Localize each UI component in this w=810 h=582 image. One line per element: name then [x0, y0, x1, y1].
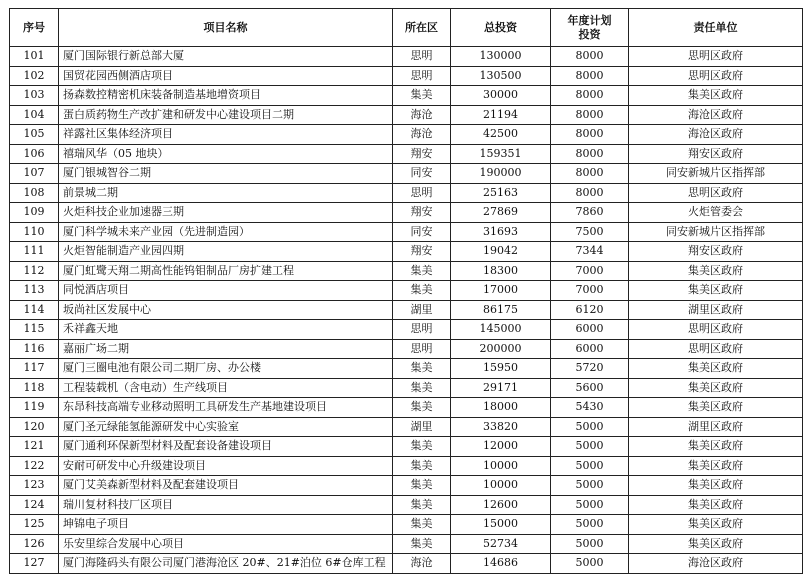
row-annual-investment: 8000: [551, 144, 629, 164]
table-row: [10, 164, 803, 184]
row-total-investment: 21194: [451, 105, 551, 125]
row-responsible-unit: 湖里区政府: [629, 300, 803, 320]
row-responsible-unit: 集美区政府: [629, 534, 803, 554]
row-total-investment: 29171: [451, 378, 551, 398]
row-project-name: 同悦酒店项目: [59, 281, 393, 301]
row-district: 集美: [393, 398, 451, 418]
table-row: [10, 515, 803, 535]
row-no: 115: [10, 320, 59, 340]
row-no: 126: [10, 534, 59, 554]
row-no: 107: [10, 164, 59, 184]
table-row: [10, 105, 803, 125]
row-total-investment: 19042: [451, 242, 551, 262]
row-project-name: 厦门虹鹭天翔二期高性能钨钼制品厂房扩建工程: [59, 261, 393, 281]
row-annual-investment: 5000: [551, 495, 629, 515]
row-total-investment: 42500: [451, 125, 551, 145]
row-total-investment: 10000: [451, 476, 551, 496]
row-project-name: 祥露社区集体经济项目: [59, 125, 393, 145]
row-responsible-unit: 海沧区政府: [629, 105, 803, 125]
row-district: 思明: [393, 66, 451, 86]
row-total-investment: 12000: [451, 437, 551, 457]
row-annual-investment: 7860: [551, 203, 629, 223]
row-district: 思明: [393, 320, 451, 340]
row-project-name: 扬森数控精密机床装备制造基地增资项目: [59, 86, 393, 106]
row-project-name: 东昂科技高端专业移动照明工具研发生产基地建设项目: [59, 398, 393, 418]
row-district: 集美: [393, 86, 451, 106]
row-district: 集美: [393, 261, 451, 281]
row-no: 105: [10, 125, 59, 145]
row-total-investment: 27869: [451, 203, 551, 223]
row-district: 集美: [393, 476, 451, 496]
row-no: 123: [10, 476, 59, 496]
row-responsible-unit: 翔安区政府: [629, 242, 803, 262]
row-annual-investment: 8000: [551, 105, 629, 125]
row-annual-investment: 5720: [551, 359, 629, 379]
row-total-investment: 30000: [451, 86, 551, 106]
row-district: 思明: [393, 47, 451, 67]
row-responsible-unit: 同安新城片区指挥部: [629, 164, 803, 184]
table-row: [10, 242, 803, 262]
row-responsible-unit: 集美区政府: [629, 378, 803, 398]
row-annual-investment: 8000: [551, 164, 629, 184]
row-annual-investment: 5430: [551, 398, 629, 418]
row-district: 翔安: [393, 242, 451, 262]
row-project-name: 厦门海隆码头有限公司厦门港海沧区 20#、21#泊位 6#仓库工程: [59, 554, 393, 574]
row-annual-investment: 5000: [551, 554, 629, 574]
row-district: 集美: [393, 437, 451, 457]
header-name: 项目名称: [59, 9, 393, 47]
row-no: 124: [10, 495, 59, 515]
row-annual-investment: 7000: [551, 261, 629, 281]
header-district: 所在区: [393, 9, 451, 47]
row-annual-investment: 5000: [551, 515, 629, 535]
row-annual-investment: 5000: [551, 437, 629, 457]
table-row: [10, 554, 803, 574]
row-responsible-unit: 思明区政府: [629, 320, 803, 340]
row-total-investment: 18000: [451, 398, 551, 418]
row-total-investment: 15000: [451, 515, 551, 535]
header-row: [10, 9, 803, 47]
row-no: 101: [10, 47, 59, 67]
row-responsible-unit: 集美区政府: [629, 495, 803, 515]
row-total-investment: 130500: [451, 66, 551, 86]
row-no: 103: [10, 86, 59, 106]
row-no: 102: [10, 66, 59, 86]
row-responsible-unit: 湖里区政府: [629, 417, 803, 437]
row-no: 117: [10, 359, 59, 379]
row-district: 集美: [393, 456, 451, 476]
row-project-name: 厦门银城智谷二期: [59, 164, 393, 184]
row-no: 104: [10, 105, 59, 125]
row-district: 湖里: [393, 300, 451, 320]
table-row: [10, 398, 803, 418]
project-table: [9, 8, 803, 574]
row-annual-investment: 5000: [551, 534, 629, 554]
row-no: 118: [10, 378, 59, 398]
row-responsible-unit: 翔安区政府: [629, 144, 803, 164]
header-annual: [551, 9, 629, 47]
row-project-name: 禧瑞风华（05 地块）: [59, 144, 393, 164]
row-total-investment: 12600: [451, 495, 551, 515]
project-table-container: [9, 8, 802, 574]
table-row: [10, 86, 803, 106]
row-responsible-unit: 集美区政府: [629, 281, 803, 301]
row-project-name: 厦门圣元绿能氢能源研发中心实验室: [59, 417, 393, 437]
table-row: [10, 476, 803, 496]
table-row: [10, 300, 803, 320]
row-annual-investment: 6120: [551, 300, 629, 320]
row-district: 思明: [393, 339, 451, 359]
row-no: 121: [10, 437, 59, 457]
row-annual-investment: 8000: [551, 47, 629, 67]
row-project-name: 坂尚社区发展中心: [59, 300, 393, 320]
row-annual-investment: 6000: [551, 320, 629, 340]
row-responsible-unit: 思明区政府: [629, 339, 803, 359]
row-responsible-unit: 集美区政府: [629, 456, 803, 476]
row-responsible-unit: 思明区政府: [629, 47, 803, 67]
row-project-name: 厦门科学城未来产业园（先进制造园）: [59, 222, 393, 242]
row-district: 集美: [393, 378, 451, 398]
row-project-name: 厦门通利环保新型材料及配套设备建设项目: [59, 437, 393, 457]
row-responsible-unit: 集美区政府: [629, 359, 803, 379]
table-row: [10, 222, 803, 242]
row-project-name: 工程装载机（含电动）生产线项目: [59, 378, 393, 398]
row-no: 125: [10, 515, 59, 535]
row-district: 集美: [393, 359, 451, 379]
row-total-investment: 130000: [451, 47, 551, 67]
table-row: [10, 417, 803, 437]
table-row: [10, 378, 803, 398]
row-total-investment: 25163: [451, 183, 551, 203]
table-row: [10, 125, 803, 145]
row-total-investment: 18300: [451, 261, 551, 281]
row-no: 127: [10, 554, 59, 574]
row-annual-investment: 5000: [551, 456, 629, 476]
row-no: 111: [10, 242, 59, 262]
row-responsible-unit: 集美区政府: [629, 515, 803, 535]
row-annual-investment: 5600: [551, 378, 629, 398]
row-no: 110: [10, 222, 59, 242]
row-total-investment: 17000: [451, 281, 551, 301]
row-total-investment: 31693: [451, 222, 551, 242]
row-project-name: 嘉丽广场二期: [59, 339, 393, 359]
header-owner: 责任单位: [629, 9, 803, 47]
row-project-name: 前景城二期: [59, 183, 393, 203]
row-responsible-unit: 集美区政府: [629, 476, 803, 496]
header-no: 序号: [10, 9, 59, 47]
row-total-investment: 159351: [451, 144, 551, 164]
row-annual-investment: 7500: [551, 222, 629, 242]
row-district: 海沧: [393, 554, 451, 574]
row-project-name: 火炬科技企业加速器三期: [59, 203, 393, 223]
row-project-name: 坤锦电子项目: [59, 515, 393, 535]
row-total-investment: 15950: [451, 359, 551, 379]
row-project-name: 安耐可研发中心升级建设项目: [59, 456, 393, 476]
row-no: 114: [10, 300, 59, 320]
row-responsible-unit: 火炬管委会: [629, 203, 803, 223]
header-annual-line2: 投资: [578, 27, 601, 41]
row-total-investment: 200000: [451, 339, 551, 359]
table-row: [10, 339, 803, 359]
table-row: [10, 437, 803, 457]
row-district: 翔安: [393, 203, 451, 223]
row-no: 113: [10, 281, 59, 301]
header-total: 总投资: [451, 9, 551, 47]
table-row: [10, 183, 803, 203]
row-district: 集美: [393, 495, 451, 515]
table-row: [10, 281, 803, 301]
row-project-name: 乐安里综合发展中心项目: [59, 534, 393, 554]
row-annual-investment: 5000: [551, 476, 629, 496]
row-no: 109: [10, 203, 59, 223]
row-annual-investment: 8000: [551, 125, 629, 145]
row-total-investment: 190000: [451, 164, 551, 184]
row-project-name: 蛋白质药物生产改扩建和研发中心建设项目二期: [59, 105, 393, 125]
table-row: [10, 534, 803, 554]
row-no: 112: [10, 261, 59, 281]
row-district: 集美: [393, 281, 451, 301]
row-responsible-unit: 集美区政府: [629, 261, 803, 281]
row-responsible-unit: 集美区政府: [629, 398, 803, 418]
table-row: [10, 47, 803, 67]
row-responsible-unit: 思明区政府: [629, 66, 803, 86]
row-no: 108: [10, 183, 59, 203]
row-district: 思明: [393, 183, 451, 203]
row-no: 106: [10, 144, 59, 164]
row-annual-investment: 8000: [551, 86, 629, 106]
row-district: 集美: [393, 515, 451, 535]
table-row: [10, 66, 803, 86]
row-district: 海沧: [393, 105, 451, 125]
table-row: [10, 359, 803, 379]
row-no: 120: [10, 417, 59, 437]
row-project-name: 国贸花园西侧酒店项目: [59, 66, 393, 86]
row-district: 同安: [393, 222, 451, 242]
row-district: 同安: [393, 164, 451, 184]
row-project-name: 禾祥鑫天地: [59, 320, 393, 340]
row-project-name: 厦门国际银行新总部大厦: [59, 47, 393, 67]
row-district: 海沧: [393, 125, 451, 145]
row-responsible-unit: 海沧区政府: [629, 125, 803, 145]
header-annual-line1: 年度计划: [567, 13, 612, 27]
row-responsible-unit: 同安新城片区指挥部: [629, 222, 803, 242]
row-responsible-unit: 海沧区政府: [629, 554, 803, 574]
row-district: 湖里: [393, 417, 451, 437]
row-no: 122: [10, 456, 59, 476]
row-responsible-unit: 集美区政府: [629, 86, 803, 106]
row-total-investment: 14686: [451, 554, 551, 574]
row-annual-investment: 5000: [551, 417, 629, 437]
row-district: 翔安: [393, 144, 451, 164]
row-annual-investment: 8000: [551, 66, 629, 86]
row-project-name: 厦门三圈电池有限公司二期厂房、办公楼: [59, 359, 393, 379]
row-total-investment: 33820: [451, 417, 551, 437]
row-project-name: 火炬智能制造产业园四期: [59, 242, 393, 262]
row-district: 集美: [393, 534, 451, 554]
table-row: [10, 261, 803, 281]
table-row: [10, 456, 803, 476]
row-annual-investment: 6000: [551, 339, 629, 359]
table-row: [10, 320, 803, 340]
row-total-investment: 86175: [451, 300, 551, 320]
row-responsible-unit: 集美区政府: [629, 437, 803, 457]
row-annual-investment: 7000: [551, 281, 629, 301]
row-no: 119: [10, 398, 59, 418]
row-project-name: 厦门艾美森新型材料及配套建设项目: [59, 476, 393, 496]
row-total-investment: 52734: [451, 534, 551, 554]
row-total-investment: 145000: [451, 320, 551, 340]
row-no: 116: [10, 339, 59, 359]
row-responsible-unit: 思明区政府: [629, 183, 803, 203]
row-total-investment: 10000: [451, 456, 551, 476]
table-row: [10, 144, 803, 164]
table-row: [10, 203, 803, 223]
row-annual-investment: 7344: [551, 242, 629, 262]
row-annual-investment: 8000: [551, 183, 629, 203]
row-project-name: 瑞川复材科技厂区项目: [59, 495, 393, 515]
table-body: [10, 47, 803, 574]
table-row: [10, 495, 803, 515]
